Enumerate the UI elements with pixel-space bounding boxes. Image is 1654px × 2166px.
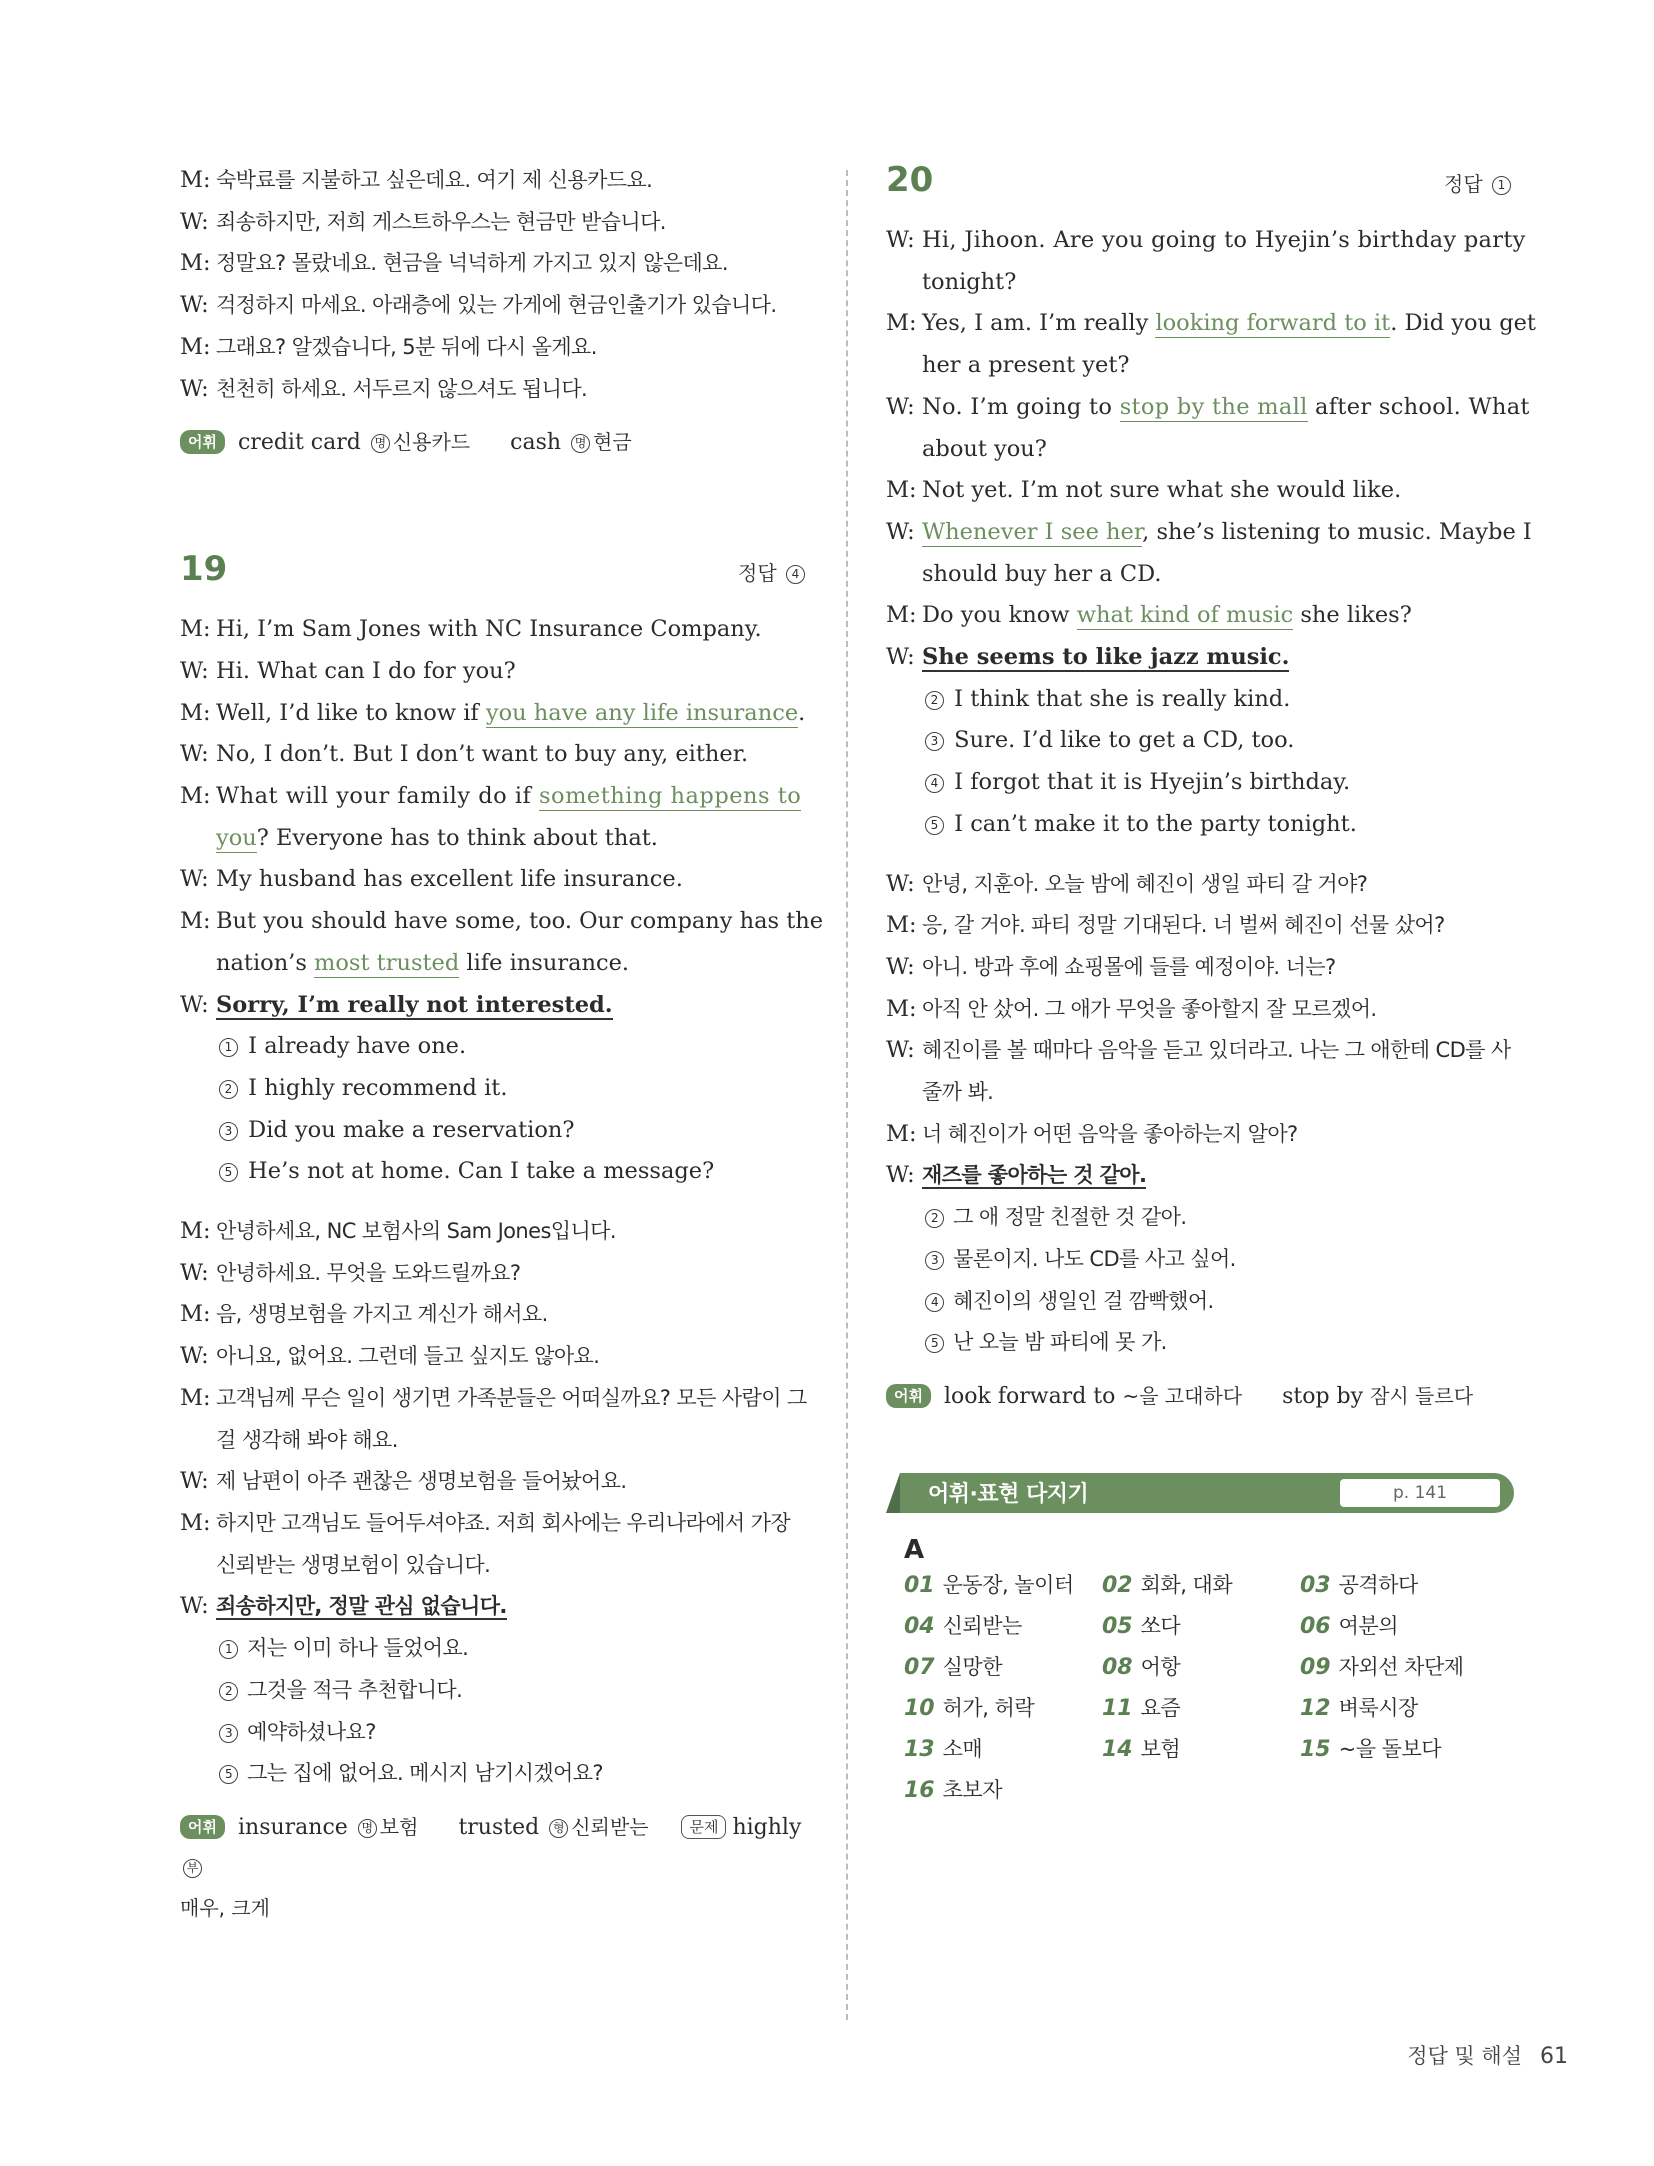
dialogue-line: W: She seems to like jazz music. [886,644,1290,671]
item-number: 04 [904,1613,935,1639]
vocab-answer-item: 09 자외선 차단제 [1300,1654,1464,1680]
blank-answer: stop by the mall [1119,393,1308,420]
dialogue-line: M: 아직 안 샀어. 그 애가 무엇을 좋아할지 잘 모르겠어. [886,995,1377,1022]
option-number: 1 [219,1038,238,1057]
noun-mark: 명 [571,434,590,453]
dialogue-english-19 [180,609,824,1193]
problem-tag: 문제 [681,1815,726,1839]
dialogue-english-20 [886,220,1536,846]
right-column [886,160,1536,1811]
option-number: 3 [219,1122,238,1141]
dialogue-line: W: 재즈를 좋아하는 것 같아. [886,1162,1147,1189]
section-title: 어휘·표현 다지기 [928,1482,1089,1508]
dialogue-korean-19 [180,1211,808,1795]
dialogue-line: W: No. I’m going to stop by the mall after school. What [886,393,1530,420]
item-number: 13 [904,1736,935,1762]
dialogue-line: W: 아니요, 없어요. 그런데 들고 싶지도 않아요. [180,1343,600,1370]
question-number: 20 [886,160,934,200]
blank-answer: something happens to [539,783,802,810]
option-number: 3 [925,1251,944,1270]
correct-answer: Sorry, I’m really not interested. [216,991,613,1018]
answer-option: 1 저는 이미 하나 들었어요. [180,1628,808,1670]
vocab-answer-item: 13 소매 [904,1736,983,1762]
vocab-answer-item: 08 어항 [1102,1654,1181,1680]
dialogue-line: W: 안녕하세요. 무엇을 도와드릴까요? [180,1259,521,1286]
dialogue-line: M: Not yet. I’m not sure what she would like. [886,477,1402,504]
option-number: 5 [219,1765,238,1784]
blank-answer: most trusted [314,949,460,976]
vocab-answer-item: 12 벼룩시장 [1300,1695,1418,1721]
item-number: 09 [1300,1654,1331,1680]
dialogue-line: W: No, I don’t. But I don’t want to buy any, either. [180,741,749,768]
vocab-answer-item: 04 신뢰받는 [904,1613,1022,1639]
dialogue-line: W: Hi. What can I do for you? [180,657,516,684]
dialogue-line: W: Hi, Jihoon. Are you going to Hyejin’s birthday party [886,227,1526,253]
vocab-answer-item: 10 허가, 허락 [904,1695,1035,1721]
answer-option: 4 혜진이의 생일인 걸 깜빡했어. [886,1281,1514,1323]
vocab-tag: 어휘 [180,1815,225,1839]
dialogue-line: W: 걱정하지 마세요. 아래층에 있는 가게에 현금인출기가 있습니다. [180,292,777,319]
vocab-tag: 어휘 [180,430,225,454]
dialogue-line: M: Well, I’d like to know if you have any life insurance. [180,699,806,726]
footer-label: 정답 및 해설 [1407,2044,1522,2068]
blank-answer: you have any life insurance [485,699,799,726]
option-number: 5 [925,816,944,835]
answer-indicator: 정답 4 [738,557,808,586]
answer-option: 5 난 오늘 밤 파티에 못 가. [886,1322,1514,1364]
answer-option: 2 그 애 정말 친절한 것 같아. [886,1197,1514,1239]
blank-answer: Whenever I see her [922,518,1143,545]
vocab-answer-grid [904,1565,1514,1811]
answer-option: 2 I think that she is really kind. [886,679,1514,721]
question-20-header [886,160,1514,216]
dialogue-line: M: 음, 생명보험을 가지고 계신가 해서요. [180,1301,548,1328]
answer-indicator: 정답 1 [1444,168,1514,197]
option-number: 5 [925,1334,944,1353]
answer-option: 5 그는 집에 없어요. 메시지 남기시겠어요? [180,1753,808,1795]
item-number: 08 [1102,1654,1133,1680]
option-number: 2 [219,1682,238,1701]
dialogue-line: M: Hi, I’m Sam Jones with NC Insurance Company. [180,616,762,643]
dialogue-line: M: 그래요? 알겠습니다, 5분 뒤에 다시 올게요. [180,333,597,360]
dialogue-line: W: My husband has excellent life insurance. [180,866,683,893]
left-column [180,160,824,1929]
part-label: A [904,1534,925,1565]
vocab-answer-item: 03 공격하다 [1300,1572,1418,1598]
option-number: 5 [219,1163,238,1182]
correct-answer: 죄송하지만, 정말 관심 없습니다. [216,1594,507,1619]
dialogue-line: M: 정말요? 몰랐네요. 현금을 넉넉하게 가지고 있지 않은데요. [180,250,728,277]
dialogue-line: M: But you should have some, too. Our company has the [180,908,824,935]
vocab-review-banner [900,1473,1514,1513]
answer-option: 3 Sure. I’d like to get a CD, too. [886,720,1514,762]
answer-option: 3 Did you make a reservation? [180,1110,808,1152]
option-number: 3 [925,732,944,751]
item-number: 16 [904,1777,935,1803]
dialogue-line: M: 응, 갈 거야. 파티 정말 기대된다. 너 벌써 혜진이 선물 샀어? [886,912,1445,939]
option-number: 2 [219,1080,238,1099]
answer-option: 1 I already have one. [180,1026,808,1068]
dialogue-line: W: 죄송하지만, 저희 게스트하우스는 현금만 받습니다. [180,208,666,235]
vocab-answer-item: 16 초보자 [904,1777,1002,1803]
item-number: 06 [1300,1613,1331,1639]
dialogue-line-cont: 신뢰받는 생명보험이 있습니다. [216,1552,491,1577]
noun-mark: 명 [371,434,390,453]
question-number: 19 [180,549,228,590]
item-number: 03 [1300,1572,1331,1598]
answer-option: 2 그것을 적극 추천합니다. [180,1670,808,1712]
page-footer [1407,2040,1568,2070]
option-number: 2 [925,691,944,710]
option-number: 1 [219,1640,238,1659]
dialogue-line-cont: 줄까 봐. [922,1080,994,1105]
question-19-header [180,549,808,605]
dialogue-line: M: 고객님께 무슨 일이 생기면 가족분들은 어떠실까요? 모든 사람이 그 [180,1384,807,1411]
dialogue-line-cont: tonight? [922,268,1017,295]
dialogue-line: M: Yes, I am. I’m really looking forward to it. Did you get [886,310,1536,337]
dialogue-korean-20 [886,864,1514,1364]
dialogue-line-cont: nation’s most trusted life insurance. [216,949,630,976]
vocab-box-top: 어휘 credit card 명 신용카드 cash 명 현금 [180,422,808,463]
vocab-answer-item: 01 운동장, 놀이터 [904,1572,1074,1598]
option-number: 4 [925,1293,944,1312]
vocab-answer-item: 05 쏘다 [1102,1613,1181,1639]
item-number: 11 [1102,1695,1133,1721]
dialogue-line: W: 제 남편이 아주 괜찮은 생명보험을 들어놨어요. [180,1468,627,1495]
blank-answer: what kind of music [1076,602,1294,629]
answer-option: 5 He’s not at home. Can I take a message? [180,1151,808,1193]
item-number: 05 [1102,1613,1133,1639]
item-number: 14 [1102,1736,1133,1762]
dialogue-korean-top [180,160,808,410]
answer-option: 3 예약하셨나요? [180,1712,808,1754]
vocab-box-20: 어휘 look forward to ~을 고대하다 stop by 잠시 들르다 [886,1376,1514,1417]
dialogue-line-cont: you? Everyone has to think about that. [216,824,658,851]
dialogue-line: M: 하지만 고객님도 들어두셔야죠. 저희 회사에는 우리나라에서 가장 [180,1509,791,1536]
vocab-answer-item: 15 ~을 돌보다 [1300,1736,1442,1762]
vocab-answer-item: 07 실망한 [904,1654,1002,1680]
vocab-answer-item: 14 보험 [1102,1736,1181,1762]
correct-answer: She seems to like jazz music. [922,644,1290,671]
item-number: 01 [904,1572,935,1598]
blank-answer: looking forward to it [1155,310,1391,337]
vocab-box-19: 어휘 insurance 명 보험 trusted 형 신뢰받는 문제 highly 부 매우, 크게 [180,1814,802,1920]
answer-option: 4 I forgot that it is Hyejin’s birthday. [886,762,1514,804]
dialogue-line: M: 너 혜진이가 어떤 음악을 좋아하는지 알아? [886,1120,1298,1147]
dialogue-line: W: 천천히 하세요. 서두르지 않으셔도 됩니다. [180,375,588,402]
item-number: 15 [1300,1736,1331,1762]
vocab-answer-item: 02 회화, 대화 [1102,1572,1233,1598]
item-number: 07 [904,1654,935,1680]
dialogue-line: W: 혜진이를 볼 때마다 음악을 듣고 있더라고. 나는 그 애한테 CD를 사 [886,1037,1511,1064]
dialogue-line: M: Do you know what kind of music she likes? [886,602,1412,629]
page-reference: p. 141 [1340,1479,1500,1507]
answer-option: 2 I highly recommend it. [180,1068,808,1110]
vocab-answer-item: 06 여분의 [1300,1613,1398,1639]
item-number: 12 [1300,1695,1331,1721]
dialogue-line: M: 안녕하세요, NC 보험사의 Sam Jones입니다. [180,1218,616,1245]
item-number: 10 [904,1695,935,1721]
correct-answer: 재즈를 좋아하는 것 같아. [922,1163,1147,1188]
dialogue-line-cont: should buy her a CD. [922,560,1162,587]
dialogue-line: W: 안녕, 지훈아. 오늘 밤에 혜진이 생일 파티 갈 거야? [886,870,1368,897]
dialogue-line: W: 아니. 방과 후에 쇼핑몰에 들를 예정이야. 너는? [886,953,1336,980]
option-number: 3 [219,1724,238,1743]
answer-option: 3 물론이지. 나도 CD를 사고 싶어. [886,1239,1514,1281]
option-number: 2 [925,1209,944,1228]
vocab-answer-item: 11 요즘 [1102,1695,1181,1721]
dialogue-line: W: 죄송하지만, 정말 관심 없습니다. [180,1593,507,1620]
vocab-tag: 어휘 [886,1384,931,1408]
item-number: 02 [1102,1572,1133,1598]
blank-answer: you [216,824,257,851]
dialogue-line-cont: her a present yet? [922,352,1130,379]
answer-option: 5 I can’t make it to the party tonight. [886,804,1514,846]
dialogue-line: W: Sorry, I’m really not interested. [180,991,613,1018]
dialogue-line: W: Whenever I see her, she’s listening to music. Maybe I [886,518,1532,545]
dialogue-line: M: 숙박료를 지불하고 싶은데요. 여기 제 신용카드요. [180,167,653,193]
dialogue-line: M: What will your family do if something happens to [180,783,802,810]
column-divider [846,170,848,2020]
dialogue-line-cont: 걸 생각해 봐야 해요. [216,1427,398,1452]
dialogue-line-cont: about you? [922,435,1047,462]
option-number: 4 [925,774,944,793]
page-number: 61 [1540,2044,1568,2069]
